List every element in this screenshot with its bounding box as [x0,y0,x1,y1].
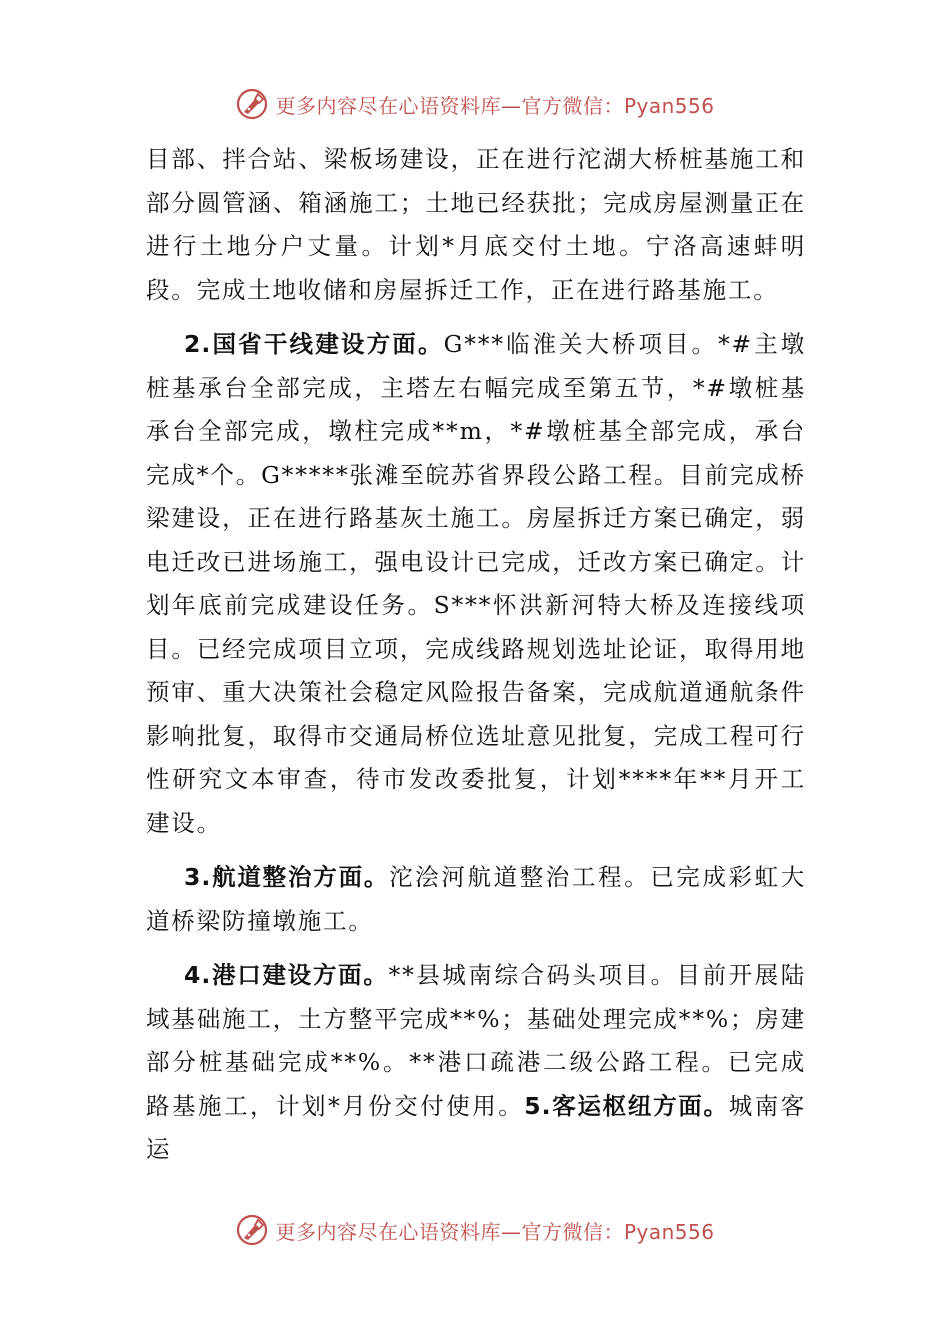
paragraph-text: **县城南综合码头项目。目前开展陆域基础施工，土方整平完成**%；基础处理完成**%；房建部分桩基础完成**%。**港口疏港二级公路工程。已完成路基施工，计划*月份交付使用。 [146,961,806,1120]
pen-nib-logo-icon [235,87,269,121]
section-heading: 4.港口建设方面。 [184,961,389,989]
section-heading: 5.客运枢纽方面。 [524,1091,729,1120]
paragraph-4 [146,954,806,1172]
watermark-text: 更多内容尽在心语资料库—官方微信：Pyan556 [275,93,715,118]
paragraph-text: 目部、拌合站、梁板场建设，正在进行沱湖大桥桩基施工和部分圆管涵、箱涵施工；土地已经获批；完成房屋测量正在进行土地分户丈量。计划*月底交付土地。宁洛高速蚌明段。完成土地收储和房屋拆迁工作，正在进行路基施工。 [146,145,806,304]
watermark-text: 更多内容尽在心语资料库—官方微信：Pyan556 [275,1219,715,1244]
paragraph-1 [146,138,806,312]
paragraph-3 [146,856,806,943]
watermark-banner-bottom [0,1210,950,1250]
paragraph-text: 城南客运 [146,1091,807,1163]
paragraph-text: 沱浍河航道整治工程。已完成彩虹大道桥梁防撞墩施工。 [146,863,806,935]
section-heading: 2.国省干线建设方面。 [184,330,444,358]
document-body [146,138,806,1183]
section-heading: 3.航道整治方面。 [184,863,390,891]
paragraph-2 [146,323,806,845]
paragraph-text: G***临淮关大桥项目。*#主墩桩基承台全部完成，主塔左右幅完成至第五节，*#墩桩基承台全部完成，墩柱完成**m，*#墩桩基全部完成，承台完成*个。G*****张滩至皖苏省界段公路工程。目前完成桥梁建设，正在进行路基灰土施工。房屋拆迁方案已确定，弱电迁改已进场施工，强电设计已完成，迁改方案已确定。计划年底前完成建设任务。S***怀洪新河特大桥及连接线项目。已经完成项目立项，完成线路规划选址论证，取得用地预审、重大决策社会稳定风险报告备案，完成航道通航条件影响批复，取得市交通局桥位选址意见批复，完成工程可行性研究文本审查，待市发改委批复，计划****年**月开工建设。 [146,330,807,837]
watermark-banner-top [0,84,950,124]
pen-nib-logo-icon [235,1213,269,1247]
